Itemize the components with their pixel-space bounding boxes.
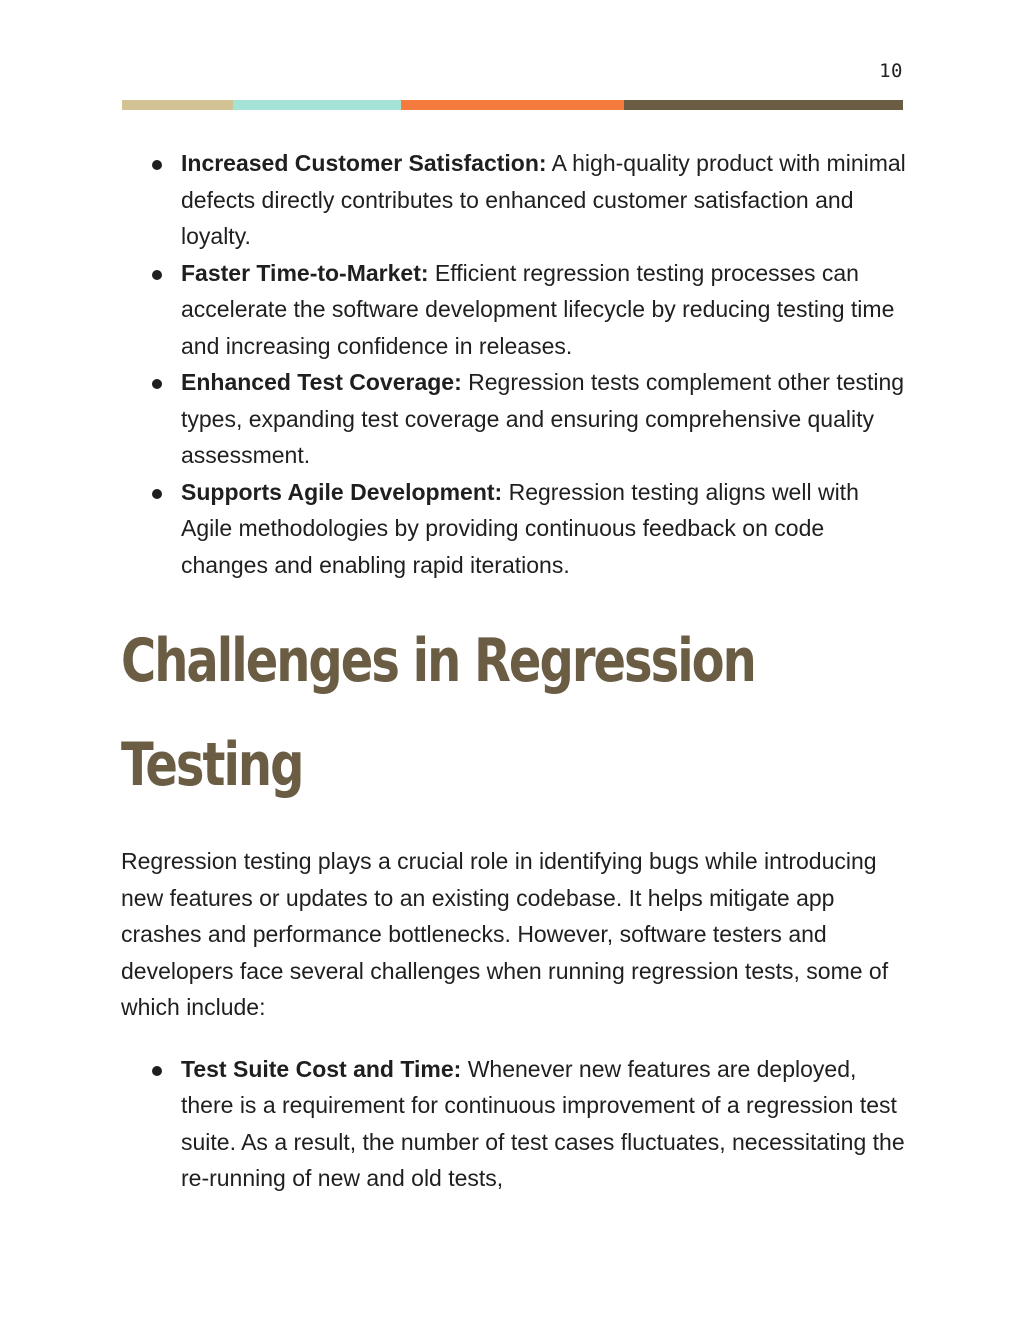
list-item-text: Efficient regression testing processes can accelerate the software development lifecycle by reducing testing time and increasing confidence in releases. <box>181 259 895 359</box>
color-bar-segment-tan <box>122 100 233 110</box>
list-item-term: Faster Time-to-Market: <box>181 259 429 286</box>
section-heading-line-1: Challenges in Regression <box>121 626 755 696</box>
list-item <box>121 255 911 365</box>
list-item <box>121 145 911 255</box>
list-item <box>121 364 911 474</box>
list-item-text: Regression testing aligns well with Agile methodologies by providing continuous feedback on code changes and enabling rapid iterations. <box>181 478 859 578</box>
bullet-icon <box>152 160 162 170</box>
list-item <box>121 1051 911 1197</box>
page-content <box>121 145 911 1197</box>
bullet-icon <box>152 270 162 280</box>
list-item-text: Regression tests complement other testing types, expanding test coverage and ensuring comprehensive quality assessment. <box>181 369 905 468</box>
color-bar-segment-mint <box>233 100 401 110</box>
challenges-list <box>121 1051 911 1197</box>
section-heading <box>121 609 911 817</box>
bullet-icon <box>152 379 162 389</box>
benefits-list <box>121 145 911 583</box>
header-color-bar <box>122 100 903 110</box>
list-item-term: Supports Agile Development: <box>181 478 503 505</box>
list-item-text: Whenever new features are deployed, there is a requirement for continuous improvement of a regression test suite. As a result, the number of test cases fluctuates, necessitating the re-running of new and old tests, <box>181 1055 905 1191</box>
color-bar-segment-orange <box>401 100 624 110</box>
list-item-text: A high-quality product with minimal defects directly contributes to enhanced customer satisfaction and loyalty. <box>181 150 906 249</box>
section-heading-line-2: Testing <box>121 730 303 800</box>
list-item-term: Test Suite Cost and Time: <box>181 1055 462 1082</box>
list-item-term: Enhanced Test Coverage: <box>181 369 462 395</box>
list-item <box>121 474 911 584</box>
color-bar-segment-brown <box>624 100 903 110</box>
page-number: 10 <box>879 60 903 82</box>
section-intro-paragraph: Regression testing plays a crucial role in identifying bugs while introducing new features or updates to an existing codebase. It helps mitigate app crashes and performance bottlenecks. However, software testers and developers face several challenges when running regression tests, some of which include: <box>121 848 889 1020</box>
list-item-term: Increased Customer Satisfaction: <box>181 150 547 176</box>
bullet-icon <box>152 1066 162 1076</box>
bullet-icon <box>152 489 162 499</box>
